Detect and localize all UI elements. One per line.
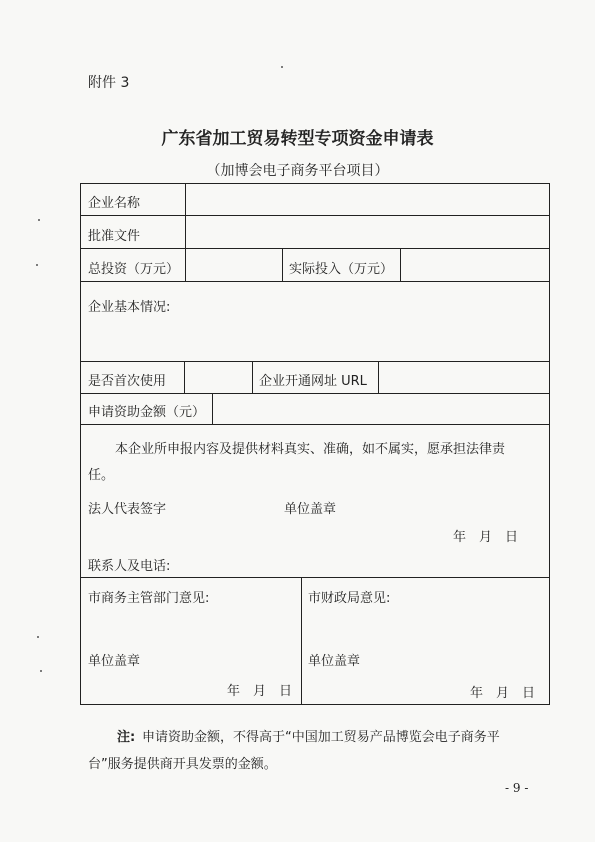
company-name-label: 企业名称: [88, 196, 141, 211]
approval-doc-field[interactable]: [186, 216, 549, 248]
commerce-dept-date: 年 月 日: [227, 684, 293, 699]
declaration-date: 年 月 日: [453, 530, 519, 545]
unit-seal-label: 单位盖章: [284, 502, 337, 517]
requested-amount-field[interactable]: [213, 394, 549, 424]
declaration-text-continued: 任。: [88, 468, 115, 483]
total-investment-field[interactable]: [186, 249, 282, 281]
page-number: - 9 -: [505, 781, 529, 795]
legal-rep-signature-label: 法人代表签字: [88, 502, 167, 517]
scan-speck: [40, 670, 42, 672]
form-title: 广东省加工贸易转型专项资金申请表: [161, 129, 434, 149]
contact-field[interactable]: [180, 552, 548, 574]
finance-dept-seal-label: 单位盖章: [308, 654, 361, 669]
company-info-field[interactable]: [81, 316, 549, 361]
scan-speck: [281, 66, 283, 68]
note-prefix: 注:: [117, 730, 136, 745]
finance-dept-opinion-label: 市财政局意见:: [308, 591, 391, 606]
requested-amount-label: 申请资助金额（元）: [88, 405, 206, 420]
actual-investment-field[interactable]: [401, 249, 549, 281]
first-use-field[interactable]: [185, 362, 252, 393]
commerce-dept-seal-label: 单位盖章: [88, 654, 141, 669]
declaration-text: 本企业所申报内容及提供材料真实、准确，如不属实，愿承担法律责: [115, 442, 506, 457]
attachment-label: 附件 3: [88, 75, 130, 91]
first-use-label: 是否首次使用: [88, 374, 167, 389]
note-text: 申请资助金额，不得高于“中国加工贸易产品博览会电子商务平: [142, 730, 500, 745]
note-text-continued: 台”服务提供商开具发票的金额。: [88, 757, 277, 772]
actual-investment-label: 实际投入（万元）: [289, 262, 394, 277]
approval-doc-label: 批准文件: [88, 229, 141, 244]
commerce-dept-opinion-label: 市商务主管部门意见:: [88, 591, 210, 606]
company-url-label: 企业开通网址 URL: [259, 374, 367, 389]
contact-label: 联系人及电话:: [88, 559, 171, 574]
company-name-field[interactable]: [186, 184, 549, 215]
form-subtitle: （加博会电子商务平台项目）: [206, 163, 389, 179]
company-url-field[interactable]: [379, 362, 549, 393]
scan-speck: [36, 264, 38, 266]
company-info-label: 企业基本情况:: [88, 300, 171, 315]
finance-dept-date: 年 月 日: [470, 686, 536, 701]
total-investment-label: 总投资（万元）: [88, 262, 180, 277]
scan-speck: [38, 219, 40, 221]
scan-speck: [37, 636, 39, 638]
